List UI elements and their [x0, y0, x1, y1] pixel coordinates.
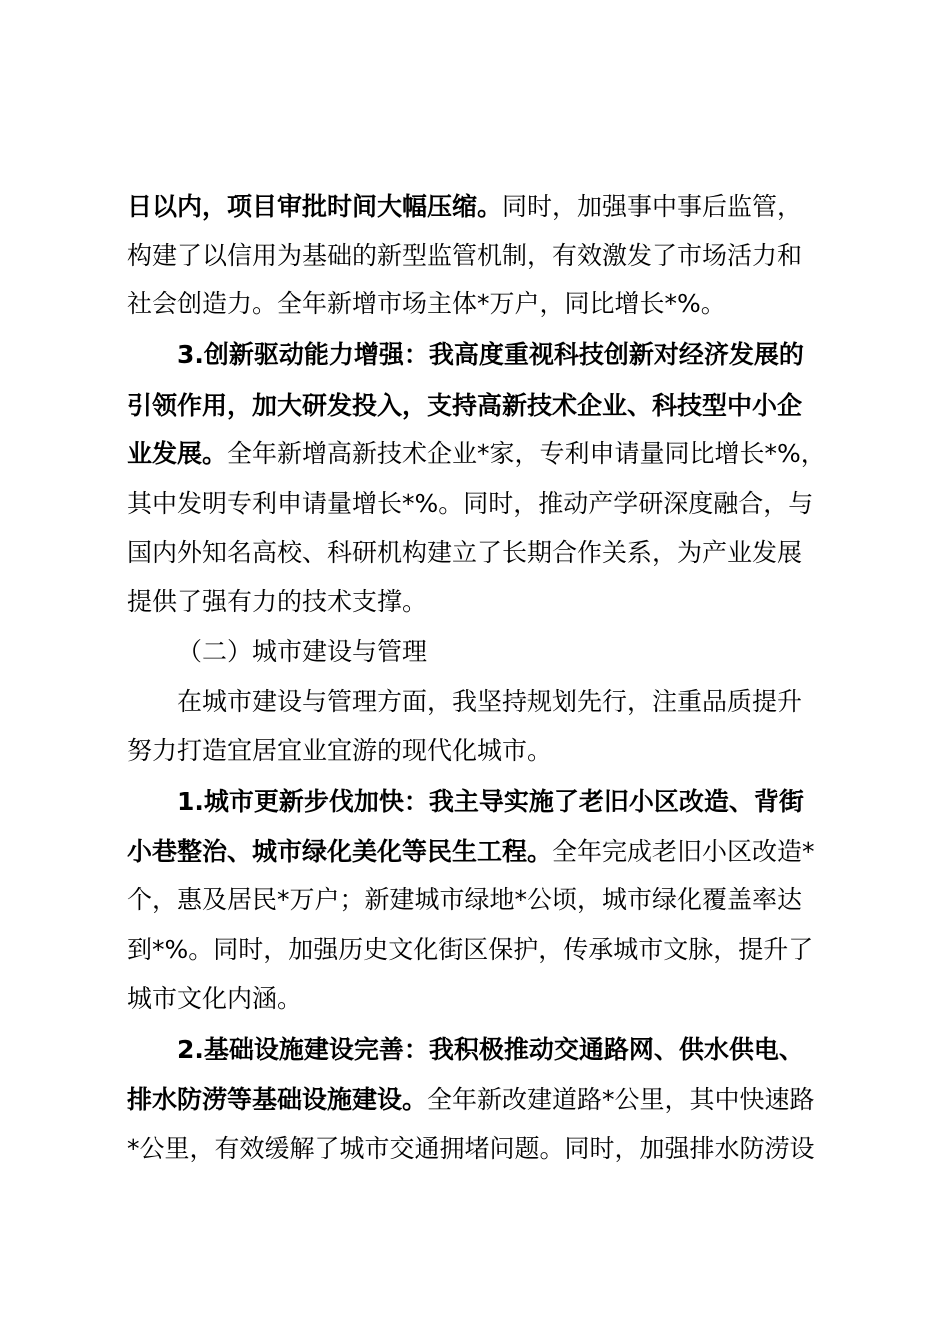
section-heading [177, 636, 897, 668]
paragraph-line [127, 240, 847, 272]
body-text: 到*%。同时，加强历史文化街区保护，传承城市文脉，提升了 [127, 935, 814, 964]
body-text: 其中发明专利申请量增长*%。同时，推动产学研深度融合，与 [127, 489, 814, 518]
bold-text: 日以内，项目审批时间大幅压缩。 [127, 192, 503, 221]
bold-text: 引领作用，加大研发投入，支持高新技术企业、科技型中小企 [127, 391, 803, 420]
body-text: （二）城市建设与管理 [177, 637, 428, 666]
paragraph-line [127, 836, 847, 868]
body-text: 全年新增高新技术企业*家，专利申请量同比增长*%， [227, 439, 826, 468]
paragraph-line [127, 191, 847, 223]
paragraph-line [177, 1034, 897, 1066]
bold-text: 业发展。 [127, 439, 228, 468]
paragraph-line [127, 586, 847, 618]
bold-text: 排水防涝等基础设施建设。 [127, 1085, 428, 1114]
paragraph-line [127, 983, 847, 1015]
paragraph-line [127, 288, 847, 320]
bold-text: 小巷整治、城市绿化美化等民生工程。 [127, 837, 553, 866]
paragraph-line [177, 686, 897, 718]
paragraph-line [127, 1133, 847, 1165]
body-text: 全年新改建道路*公里，其中快速路 [427, 1085, 815, 1114]
body-text: 社会创造力。全年新增市场主体*万户，同比增长*%。 [127, 289, 726, 318]
bold-text: 1.城市更新步伐加快：我主导实施了老旧小区改造、背街 [177, 787, 804, 816]
paragraph-line [127, 735, 847, 767]
paragraph-line [127, 438, 847, 470]
bold-text: 3.创新驱动能力增强：我高度重视科技创新对经济发展的 [177, 340, 804, 369]
body-text: 提供了强有力的技术支撑。 [127, 587, 428, 616]
body-text: 个，惠及居民*万户；新建城市绿地*公顷，城市绿化覆盖率达 [127, 885, 803, 914]
paragraph-line [127, 884, 847, 916]
body-text: 在城市建设与管理方面，我坚持规划先行，注重品质提升 [177, 687, 803, 716]
body-text: 国内外知名高校、科研机构建立了长期合作关系，为产业发展 [127, 538, 803, 567]
bold-text: 2.基础设施建设完善：我积极推动交通路网、供水供电、 [177, 1035, 804, 1064]
paragraph-line [127, 1084, 847, 1116]
body-text: 全年完成老旧小区改造* [552, 837, 815, 866]
paragraph-line [127, 537, 847, 569]
body-text: 同时，加强事中事后监管， [502, 192, 803, 221]
body-text: 城市文化内涵。 [127, 984, 303, 1013]
body-text: *公里，有效缓解了城市交通拥堵问题。同时，加强排水防涝设 [127, 1134, 815, 1163]
paragraph-line [177, 786, 897, 818]
paragraph-line [127, 934, 847, 966]
body-text: 努力打造宜居宜业宜游的现代化城市。 [127, 736, 553, 765]
body-text: 构建了以信用为基础的新型监管机制，有效激发了市场活力和 [127, 241, 803, 270]
paragraph-line [127, 390, 847, 422]
paragraph-line [177, 339, 897, 371]
paragraph-line [127, 488, 847, 520]
